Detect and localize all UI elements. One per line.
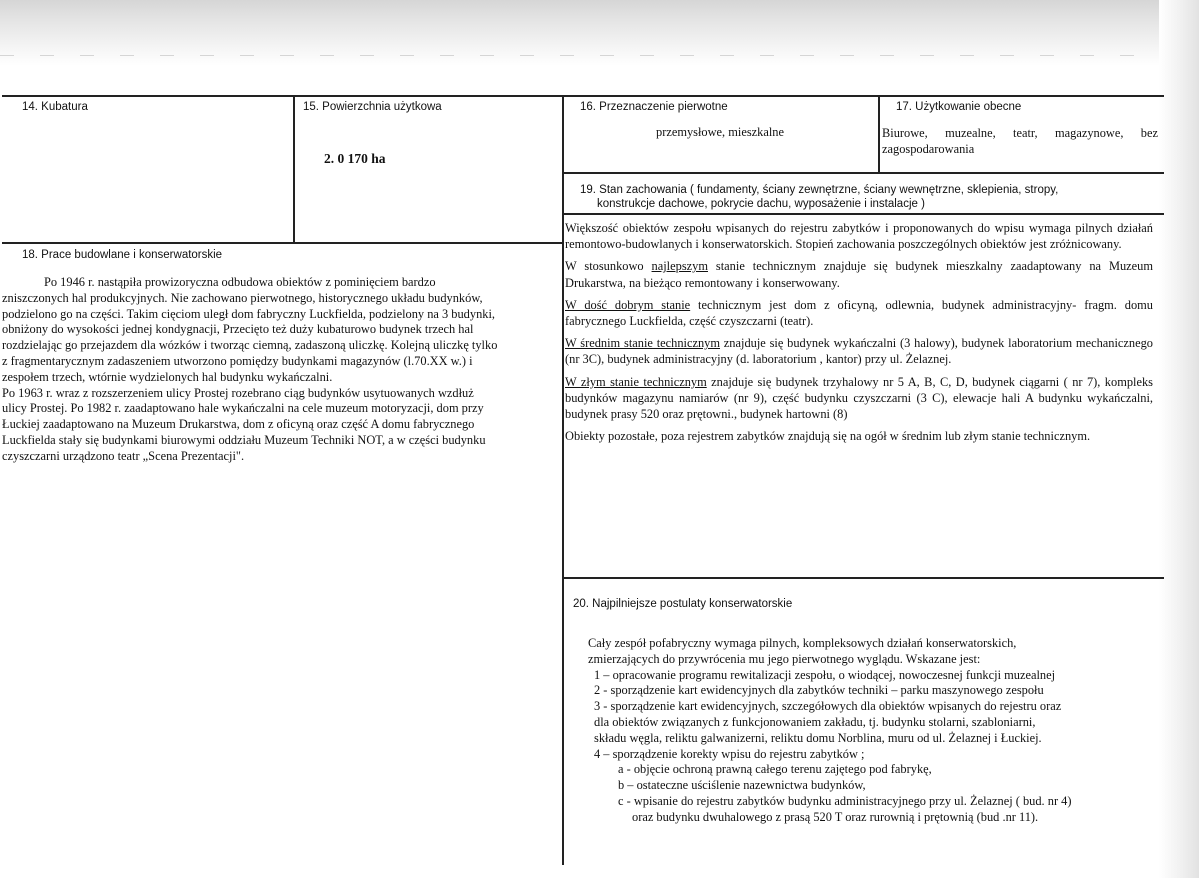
field-16-value: przemysłowe, mieszkalne (656, 125, 784, 139)
field-19-label-line2: konstrukcje dachowe, pokrycie dachu, wyposażenie i instalacje ) (597, 198, 925, 210)
f18-line: zespołem trzech, wtórnie wydzielonych hal budynku wykańczalni. (2, 369, 333, 384)
f20-line: 4 – sporządzenie korekty wpisu do rejestru zabytków ; (594, 746, 865, 761)
f19-paragraph-3 (565, 297, 1153, 329)
rule-between-14-15 (293, 95, 295, 243)
f18-line: Luckfielda stały się budynkami biurowymi oddziału Muzeum Techniki NOT, a w części budynku (2, 432, 486, 447)
field-19-label-line1: 19. Stan zachowania ( fundamenty, ściany zewnętrzne, ściany wewnętrzne, sklepienia, stropy, (580, 184, 1059, 196)
f20-line: zmierzających do przywrócenia mu jego pierwotnego wyglądu. Wskazane jest: (588, 651, 981, 666)
f19-paragraph-6: Obiekty pozostałe, poza rejestrem zabytków znajdują się na ogół w średnim lub złym stanie technicznym. (565, 429, 1091, 444)
field-19-text (565, 220, 1153, 444)
f20-line: oraz budynku dwuhalowego z prasą 520 T oraz rurownią i prętownią (bud .nr 11). (632, 809, 1039, 824)
scan-shadow-right (1159, 0, 1199, 878)
rule-under-16-17 (563, 172, 1164, 174)
field-17-value: Biurowe, muzealne, teatr, magazynowe, bez zagospodarowania (882, 126, 1158, 157)
f20-line: a - objęcie ochroną prawną całego terenu zajętego pod fabrykę, (618, 762, 932, 777)
rule-center (562, 95, 564, 865)
f20-line: Cały zespół pofabryczny wymaga pilnych, kompleksowych działań konserwatorskich, (588, 636, 1017, 650)
f19-paragraph-5 (565, 374, 1153, 423)
f19-p4-underlined: W średnim stanie technicznym (565, 336, 720, 351)
field-15-value: 2. 0 170 ha (324, 151, 386, 166)
f19-p4-post: znajduje się budynek wykańczalni (3 halowy), budynek laboratorium mechanicznego (nr 3C), budynek administracyjny (d. laboratorium , kantor) przy ul. Żelaznej. (565, 336, 1153, 367)
rule-above-20 (563, 577, 1164, 579)
field-17-value-box (882, 125, 1158, 157)
rule-under-19-label (563, 213, 1164, 215)
field-15-label: 15. Powierzchnia użytkowa (303, 101, 442, 113)
field-17-label: 17. Użytkowanie obecne (896, 101, 1022, 113)
field-18-label: 18. Prace budowlane i konserwatorskie (22, 249, 223, 261)
rule-under-14-15 (2, 242, 564, 244)
f20-line: 2 - sporządzenie kart ewidencyjnych dla zabytków techniki – parku maszynowego zespołu (594, 683, 1044, 698)
f18-line: Łuckiej zaadaptowano na Muzeum Drukarstwa, dom z oficyną oraz część A domu fabrycznego (2, 417, 475, 432)
f19-p5-post: znajduje się budynek trzyhalowy nr 5 A, B, C, D, budynek ciągarni ( nr 7), kompleks budynków magazynu namiarów (nr 9), część budynku czyszczarni (3 C), elewacje hali A budynku wykańczalni, budynek prasy 520 oraz prętowni., budynek hartowni (8) (565, 374, 1153, 422)
f20-line: składu węgla, reliktu galwanizerni, reliktu domu Norblina, muru od ul. Żelaznej i Łuckiej. (594, 730, 1042, 745)
f20-line: c - wpisanie do rejestru zabytków budynku administracyjnego przy ul. Żelaznej ( bud. nr 4) (618, 793, 1072, 808)
f19-p3-underlined: W dość dobrym stanie (565, 297, 691, 312)
f20-line: b – ostateczne uściślenie nazewnictwa budynków, (618, 778, 866, 793)
f19-paragraph-2 (565, 258, 1153, 290)
f18-line: Po 1946 r. nastąpiła prowizoryczna odbudowa obiektów z pominięciem bardzo (44, 275, 436, 289)
field-18-text (2, 275, 558, 465)
f18-line: obniżony do wysokości jednej kondygnacji, Przecięto też duży kubaturowo budynek trzech hal (2, 322, 474, 337)
f19-paragraph-4 (565, 335, 1153, 367)
field-19-label (580, 183, 1058, 211)
f18-line: rozdzielając go przejazdem dla wózków i tworząc ciemną, zadaszoną uliczkę. Kolejną uliczkę tylko (2, 338, 498, 353)
f19-p2-post: stanie technicznym znajduje się budynek mieszkalny zaadaptowany na Muzeum Drukarstwa, na bieżąco remontowany i konserwowany. (565, 259, 1153, 290)
f20-line: 1 – opracowanie programu rewitalizacji zespołu, o wiodącej, nowoczesnej funkcji muzealnej (594, 667, 1056, 682)
f18-line: ulicy Prostej. Po 1982 r. zaadaptowano hale wykańczalni na cele muzeum motoryzacji, dom przy (2, 401, 484, 416)
f19-p5-underlined: W złym stanie technicznym (565, 374, 707, 389)
field-14-label: 14. Kubatura (22, 101, 88, 113)
rule-top (2, 95, 1164, 97)
rule-between-16-17 (878, 95, 880, 173)
f19-p2-underlined: najlepszym (651, 259, 708, 274)
f18-line: Po 1963 r. wraz z rozszerzeniem ulicy Prostej rozebrano ciąg budynków usytuowanych wzdłuż (2, 385, 474, 400)
f18-line: z fragmentarycznym zadaszeniem utworzono pomiędzy budynkami magazynów (l.70.XX w.) i (2, 353, 473, 368)
field-16-label: 16. Przeznaczenie pierwotne (580, 101, 728, 113)
field-20-text (588, 636, 1148, 826)
f19-paragraph-1: Większość obiektów zespołu wpisanych do rejestru zabytków i proponowanych do wpisu wymaga pilnych działań remontowo-budowlanych i konserwatorskich. Stopień zachowania poszczególnych obiektów jest zróżnicowany. (565, 221, 1153, 252)
scan-shadow-top (0, 0, 1199, 66)
field-20-label: 20. Najpilniejsze postulaty konserwatorskie (573, 598, 793, 610)
f18-line: zniszczonych hal produkcyjnych. Nie zachowano pierwotnego, historycznego układu budynków, (2, 290, 483, 305)
f19-p2-pre: W stosunkowo (565, 259, 652, 274)
f20-line: dla obiektów związanych z funkcjonowaniem zakładu, tj. budynku stolarni, szabloniarni, (594, 714, 1036, 729)
f19-p3-post: technicznym jest dom z oficyną, odlewnia, budynek administracyjny- fragm. domu fabrycznego Luckfielda, część czyszczarni (teatr). (565, 297, 1153, 329)
f20-line: 3 - sporządzenie kart ewidencyjnych, szczegółowych dla obiektów wpisanych do rejestru oraz (594, 699, 1062, 714)
f18-line: czyszczarni urządzono teatr „Scena Prezentacji". (2, 448, 245, 463)
f18-line: podzielono go na części. Takim cięciom uległ dom fabryczny Luckfielda, podzielony na 3 budynki, (2, 306, 495, 321)
